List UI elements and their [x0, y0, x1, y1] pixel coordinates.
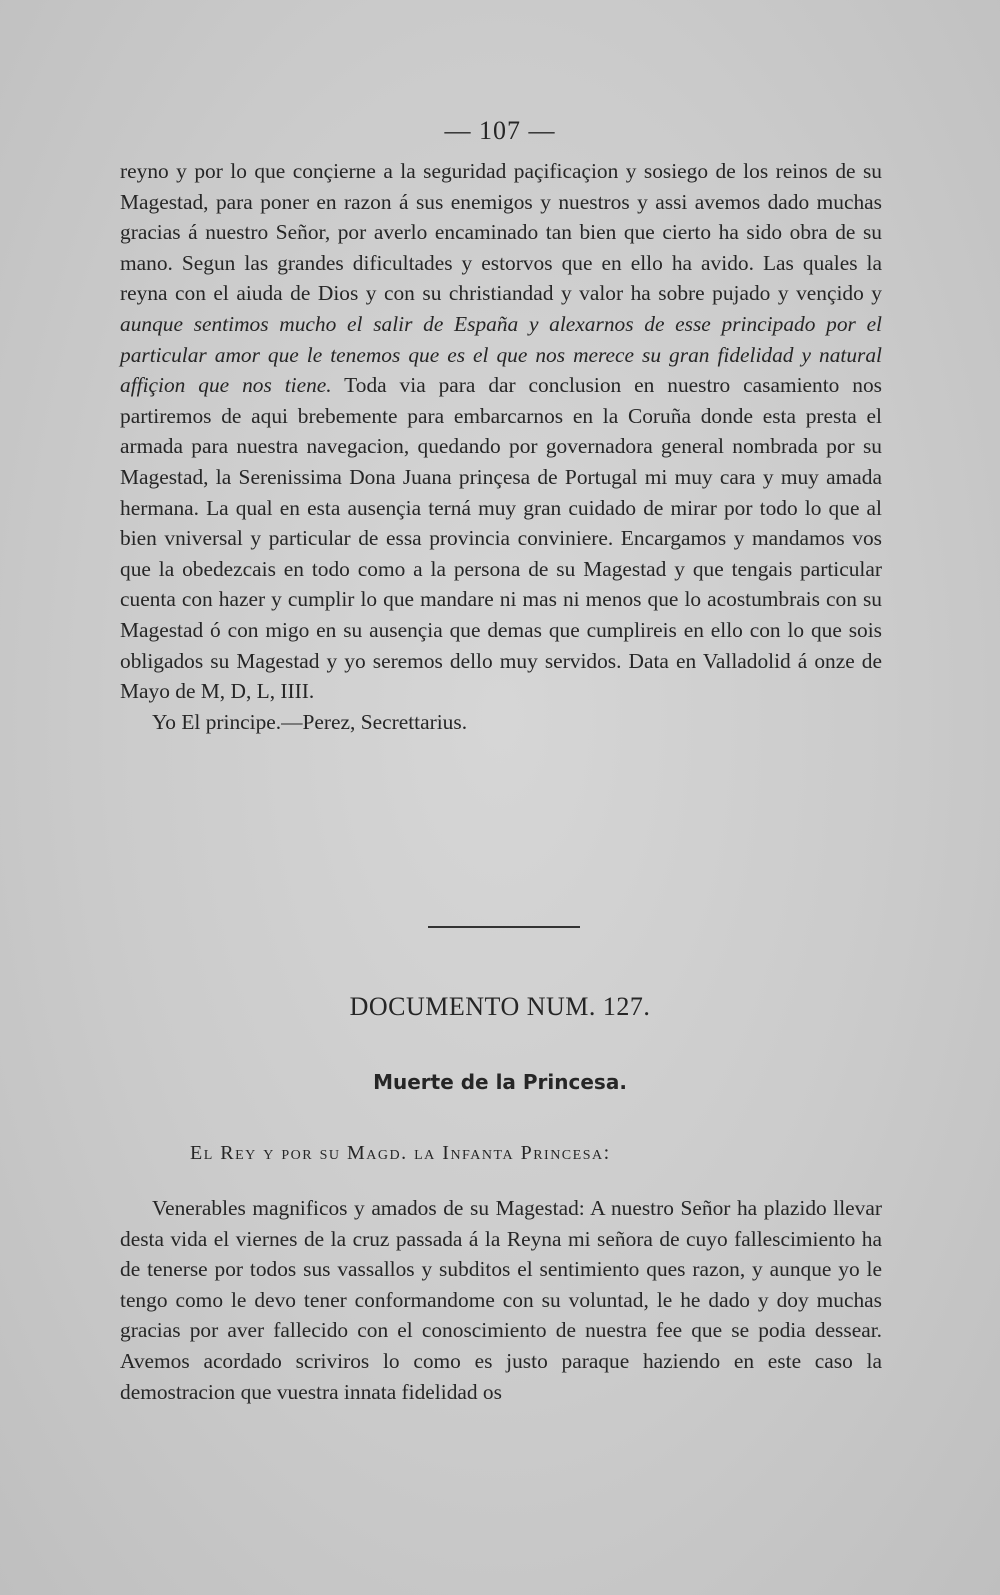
- document-title: DOCUMENTO NUM. 127.: [349, 992, 651, 1021]
- paragraph-text: reyno y por lo que conçierne a la seguridad paçificaçion y sosiego de los reinos de su Magestad, para poner en razon á sus enemigos y nuestros y assi avemos dado muchas gracias á nuestro Señor, por averlo encaminado tan bien que cierto ha sido obra de su mano. Segun las grandes dificultades y estorvos que en ello ha avido. Las quales la reyna con el aiuda de Dios y con su christiandad y valor ha sobre pujado y vençido y: [120, 159, 882, 306]
- section-divider: [428, 926, 580, 928]
- page-number: — 107 —: [444, 116, 556, 145]
- signature-line: Yo El principe.—Perez, Secrettarius.: [152, 709, 468, 734]
- paragraph-text-continued: Toda via para dar conclusion en nuestro casamiento nos partiremos de aqui brebemente para embarcarnos en la Coruña donde esta presta el armada para nuestra navegacion, quedando por governadora general nombrada por su Magestad, la Serenissima Dona Juana prinçesa de Portugal mi muy cara y muy amada hermana. La qual en esta ausençia terná muy gran cuidado de mirar por todo lo que al bien vniversal y particular de essa provincia conviniere. Encargamos y mandamos vos que la obedezcais en todo como a la persona de su Magestad y que tengais particular cuenta con hazer y cumplir lo que mandare ni mas ni menos que lo acostumbrais con su Magestad ó con migo en su ausençia que demas que cumplireis en ello con lo que sois obligados su Magestad y yo seremos dello muy servidos. Data en Valladolid á onze de Mayo de M, D, L, IIII.: [120, 373, 883, 704]
- letter-heading: El Rey y por su Magd. la Infanta Princesa:: [190, 1142, 611, 1164]
- letter-body-continued: [120, 156, 882, 737]
- body-paragraph: [120, 156, 882, 707]
- italic-passage: aunque sentimos mucho el salir de España y alexarnos de esse principado por el particular amor que le tenemos que es el que nos merece su gran fidelidad y natural affiçion que nos tiene.: [120, 311, 882, 398]
- body-paragraph: Venerables magnificos y amados de su Magestad: A nuestro Señor ha plazido llevar desta vida el viernes de la cruz passada á la Reyna mi señora de cuyo fallescimiento ha de tenerse por todos sus vassallos y subditos el sentimiento ques razon, y aunque yo le tengo como le devo tener conformandome con su voluntad, le he dado y doy muchas gracias por aver fallecido con el conoscimiento de nuestra fee que se podia dessear. Avemos acordado scriviros lo como es justo paraque haziendo en este caso la demostracion que vuestra innata fidelidad os: [120, 1196, 882, 1404]
- letter-body: [120, 1193, 882, 1407]
- document-subtitle: Muerte de la Princesa.: [373, 1070, 627, 1094]
